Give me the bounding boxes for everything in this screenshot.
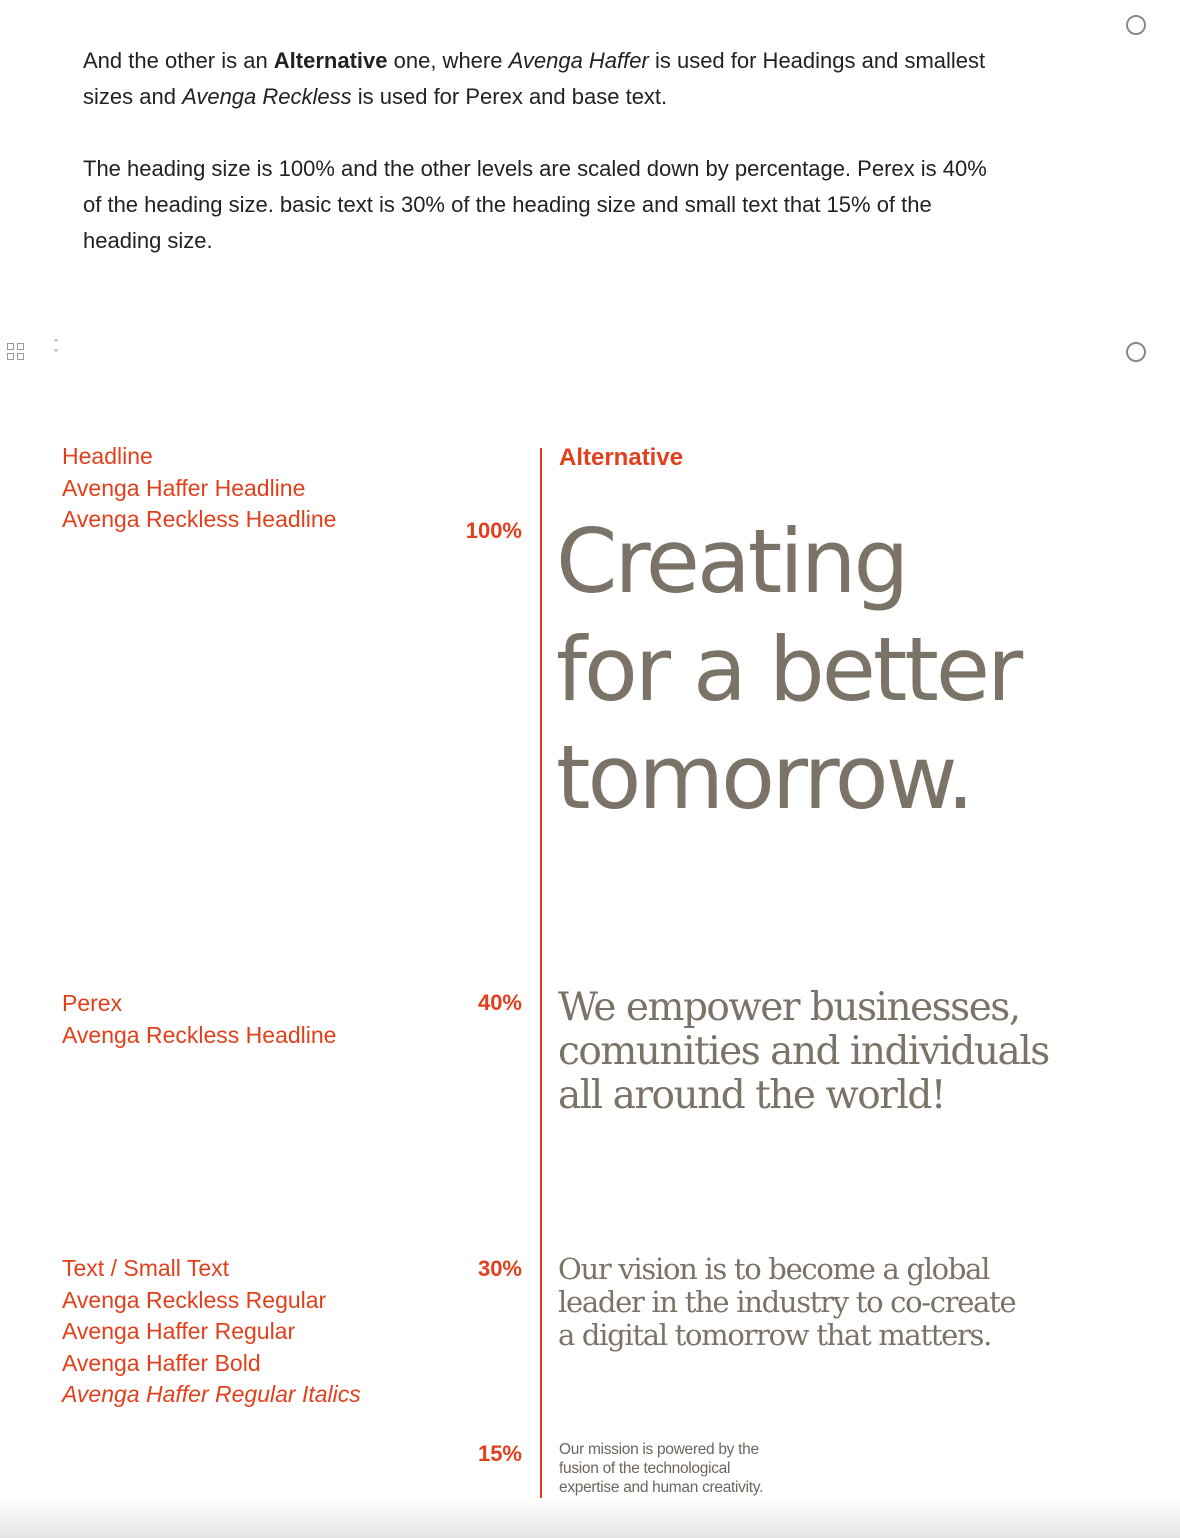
divider-line: [540, 448, 542, 1498]
p1-text-c: is used for Headings and smallest sizes and: [83, 48, 986, 109]
small-text-line-2: fusion of the technological: [559, 1460, 731, 1477]
p1-italic-reckless: Avenga Reckless: [182, 84, 352, 109]
percent-40: 40%: [477, 990, 522, 1015]
label-reckless-headline: Avenga Reckless Headline: [62, 1021, 337, 1048]
perex-line-3: all around the world!: [558, 1073, 945, 1118]
base-text-line-2: leader in the industry to co-create: [558, 1285, 1016, 1319]
base-text-line-1: Our vision is to become a global: [558, 1252, 990, 1286]
paragraph-1: [83, 43, 1003, 115]
headline-line-1: Creating: [556, 510, 907, 613]
label-reckless-headline: Avenga Reckless Headline: [62, 506, 337, 532]
p1-bold-alternative: Alternative: [273, 48, 388, 73]
description-text: [83, 43, 1003, 295]
headline-line-3: tomorrow.: [556, 726, 972, 829]
grid-handle-icon[interactable]: [7, 343, 25, 361]
label-haffer-regular-italics: Avenga Haffer Regular Italics: [62, 1381, 361, 1407]
label-headline: Headline: [62, 443, 153, 469]
perex-line-1: We empower businesses,: [558, 985, 1020, 1030]
base-text-line-3: a digital tomorrow that matters.: [558, 1318, 992, 1352]
label-haffer-bold: Avenga Haffer Bold: [62, 1349, 261, 1376]
chevron-up-down-icon[interactable]: ˆ ˇ: [53, 338, 59, 362]
perex-sample: [558, 986, 1158, 1118]
small-text-line-1: Our mission is powered by the: [559, 1441, 759, 1458]
percent-30: 30%: [477, 1256, 522, 1281]
bottom-fade: [0, 1498, 1180, 1538]
label-text-small-text: Text / Small Text: [62, 1255, 230, 1281]
percent-100: 100%: [465, 518, 522, 543]
label-perex: Perex: [62, 990, 123, 1016]
label-haffer-headline: Avenga Haffer Headline: [62, 474, 306, 501]
headline-line-2: for a better: [556, 618, 1021, 721]
headline-sample: [556, 508, 1156, 832]
small-text-line-3: expertise and human creativity.: [559, 1479, 764, 1496]
text-labels: [62, 1253, 361, 1411]
p1-text-a: And the other is an: [83, 48, 274, 73]
alternative-title: Alternative: [559, 444, 684, 471]
small-text-sample: [559, 1440, 859, 1497]
p1-italic-haffer: Avenga Haffer: [508, 48, 649, 73]
label-haffer-regular: Avenga Haffer Regular: [62, 1318, 296, 1344]
label-reckless-regular: Avenga Reckless Regular: [62, 1286, 327, 1313]
p1-text-b: one, where: [387, 48, 509, 73]
radio-circle-icon[interactable]: [1126, 15, 1146, 35]
paragraph-2: The heading size is 100% and the other levels are scaled down by percentage. Perex is 40% of the heading size. basic text is 30% of the heading size and small text that 15% of the heading size.: [83, 156, 987, 253]
perex-labels: [62, 988, 336, 1051]
base-text-sample: [558, 1253, 1158, 1352]
perex-line-2: comunities and individuals: [558, 1029, 1049, 1074]
percent-15: 15%: [477, 1441, 522, 1466]
radio-circle-icon[interactable]: [1126, 342, 1146, 362]
p1-text-d: is used for Perex and base text.: [351, 84, 668, 109]
headline-labels: [62, 441, 336, 536]
